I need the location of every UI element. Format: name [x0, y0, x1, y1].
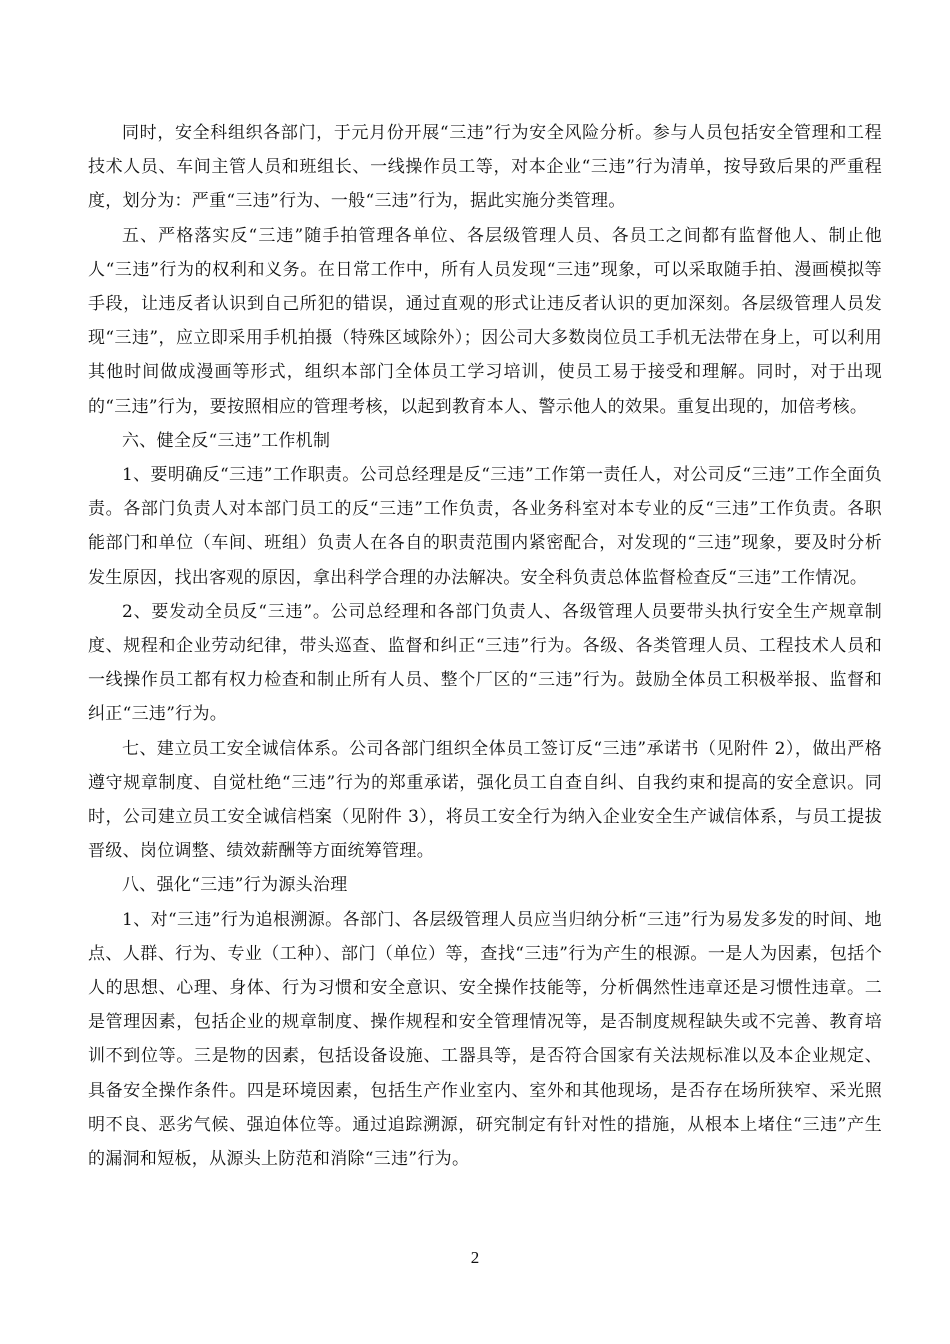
- paragraph-section-5: 五、严格落实反“三违”随手拍管理各单位、各层级管理人员、各员工之间都有监督他人、制止他人“三违”行为的权利和义务。在日常工作中，所有人员发现“三违”现象，可以采取随手拍、漫画模拟等手段，让违反者认识到自己所犯的错误，通过直观的形式让违反者认识的更加深刻。各层级管理人员发现“三违”，应立即采用手机拍摄（特殊区域除外）；因公司大多数岗位员工手机无法带在身上，可以利用其他时间做成漫画等形式，组织本部门全体员工学习培训，使员工易于接受和理解。同时，对于出现的“三违”行为，要按照相应的管理考核，以起到教育本人、警示他人的效果。重复出现的，加倍考核。: [88, 225, 882, 417]
- page-number: 2: [470, 1248, 480, 1267]
- document-body: [88, 116, 882, 1176]
- paragraph-section-6-item-2: 2、要发动全员反“三违”。公司总经理和各部门负责人、各级管理人员要带头执行安全生产规章制度、规程和企业劳动纪律，带头巡查、监督和纠正“三违”行为。各级、各类管理人员、工程技术人员和一线操作员工都有权力检查和制止所有人员、整个厂区的“三违”行为。鼓励全体员工积极举报、监督和纠正“三违”行为。: [88, 601, 882, 725]
- heading-section-6: 六、健全反“三违”工作机制: [122, 430, 331, 451]
- paragraph-section-7: 七、建立员工安全诚信体系。公司各部门组织全体员工签订反“三违”承诺书（见附件 2），做出严格遵守规章制度、自觉杜绝“三违”行为的郑重承诺，强化员工自查自纠、自我约束和提高的安全意识。同时，公司建立员工安全诚信档案（见附件 3），将员工安全行为纳入企业安全生产诚信体系，与员工提拔晋级、岗位调整、绩效薪酬等方面统筹管理。: [88, 738, 882, 862]
- heading-section-8: 八、强化“三违”行为源头治理: [122, 875, 348, 896]
- paragraph-risk-analysis: 同时，安全科组织各部门，于元月份开展“三违”行为安全风险分析。参与人员包括安全管理和工程技术人员、车间主管人员和班组长、一线操作员工等，对本企业“三违”行为清单，按导致后果的严重程度，划分为：严重“三违”行为、一般“三违”行为，据此实施分类管理。: [88, 123, 882, 212]
- paragraph-section-6-item-1: 1、要明确反“三违”工作职责。公司总经理是反“三违”工作第一责任人，对公司反“三违”工作全面负责。各部门负责人对本部门员工的反“三违”工作负责，各业务科室对本专业的反“三违”工作负责。各职能部门和单位（车间、班组）负责人在各自的职责范围内紧密配合，对发现的“三违”现象，要及时分析发生原因，找出客观的原因，拿出科学合理的办法解决。安全科负责总体监督检查反“三违”工作情况。: [88, 465, 882, 588]
- paragraph-section-8-item-1: 1、对“三违”行为追根溯源。各部门、各层级管理人员应当归纳分析“三违”行为易发多发的时间、地点、人群、行为、专业（工种）、部门（单位）等，查找“三违”行为产生的根源。一是人为因素，包括个人的思想、心理、身体、行为习惯和安全意识、安全操作技能等，分析偶然性违章还是习惯性违章。二是管理因素，包括企业的规章制度、操作规程和安全管理情况等，是否制度规程缺失或不完善、教育培训不到位等。三是物的因素，包括设备设施、工器具等，是否符合国家有关法规标准以及本企业规定、具备安全操作条件。四是环境因素，包括生产作业室内、室外和其他现场，是否存在场所狭窄、采光照明不良、恶劣气候、强迫体位等。通过追踪溯源，研究制定有针对性的措施，从根本上堵住“三违”产生的漏洞和短板，从源头上防范和消除“三违”行为。: [88, 909, 882, 1170]
